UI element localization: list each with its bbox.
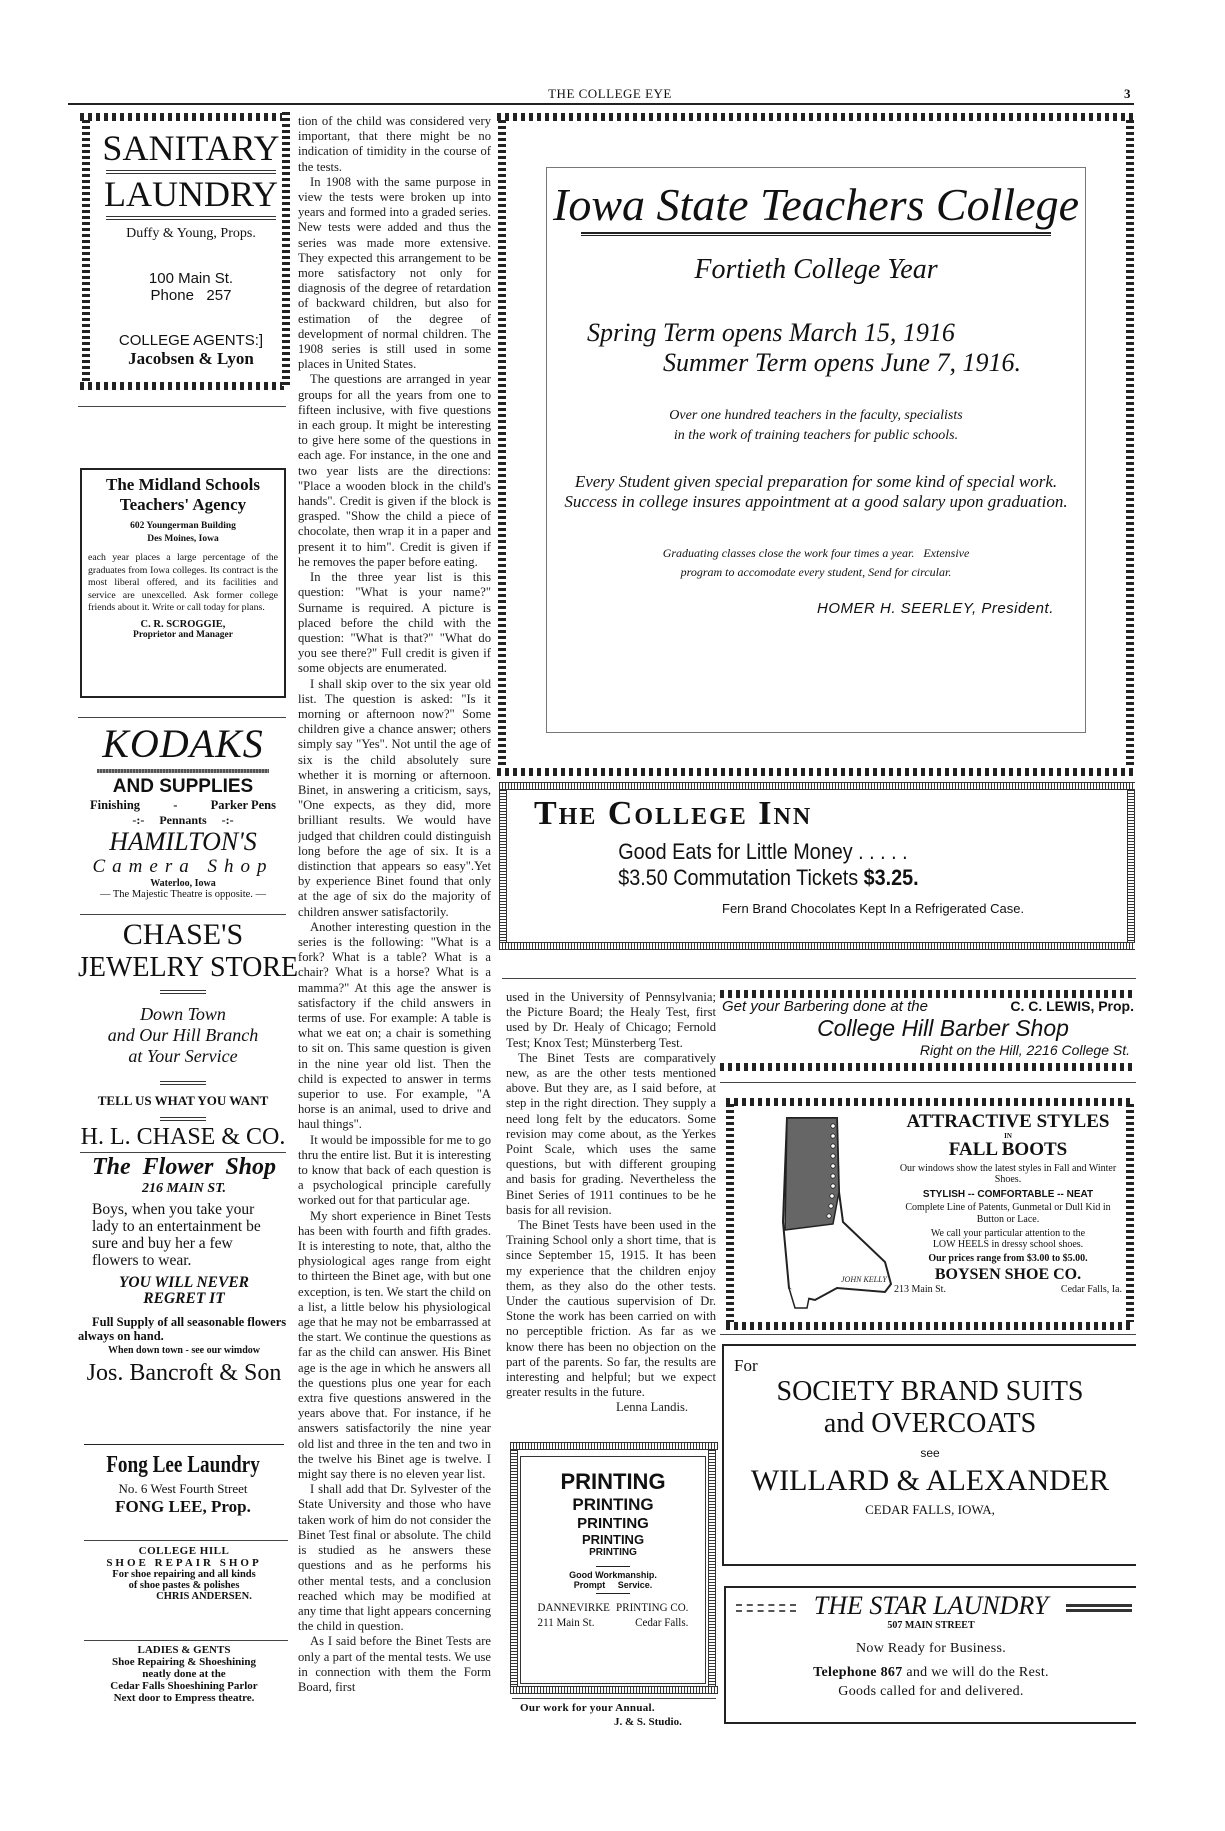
dash-border-right <box>1127 790 1135 942</box>
boysen-line: STYLISH -- COMFORTABLE -- NEAT <box>922 1189 1094 1200</box>
ad-shop2: Camera Shop <box>92 856 274 877</box>
shoe-repair-ad <box>78 1545 290 1602</box>
printing-city: Cedar Falls. <box>635 1615 689 1629</box>
ad-title: Fong Lee Laundry <box>106 1452 260 1478</box>
ad-building: 602 Youngerman Building <box>130 521 236 531</box>
ad-prop: FONG LEE, Prop. <box>115 1497 251 1516</box>
star-laundry-phone: Telephone 867 <box>813 1665 903 1680</box>
ad-line: Cedar Falls Shoeshining Parlor <box>110 1680 258 1692</box>
boysen-street: 213 Main St. <box>894 1284 946 1295</box>
sanitary-laundry-ad <box>94 128 288 369</box>
ad-props: Duffy & Young, Props. <box>126 226 256 241</box>
ad-line: For shoe repairing and all kinds <box>112 1569 256 1580</box>
ad-address: No. 6 West Fourth Street <box>118 1481 248 1496</box>
dash-border-bottom <box>510 1686 718 1694</box>
inn-line: Good Eats for Little Money . . . . . <box>618 839 908 864</box>
graduating-line: Graduating classes close the work four times a year. Extensive <box>662 546 970 560</box>
diamond-border-top <box>720 990 1136 998</box>
willard-alexander-ad <box>722 1344 1136 1566</box>
president: HOMER H. SEERLEY, President. <box>817 600 1054 617</box>
willard-line: and OVERCOATS <box>823 1408 1037 1439</box>
divider <box>502 978 722 979</box>
studio-line: Our work for your Annual. <box>520 1702 655 1714</box>
printing-address <box>528 1615 697 1630</box>
diamond-border-left <box>726 1104 734 1322</box>
boysen-title: ATTRACTIVE STYLES <box>906 1111 1110 1132</box>
boysen-line: We call your particular attention to the <box>930 1228 1086 1239</box>
ad-owner-title: Proprietor and Manager <box>133 629 233 640</box>
double-rule <box>160 990 206 994</box>
dash-border-bottom <box>499 942 1135 950</box>
double-rule <box>106 216 276 220</box>
article-paragraph: The Binet Tests are comparatively new, as are the other tests mentioned above. But they are, as I said before, at step in the right direction. They supply a need long felt by the educators. Some revision may come about, as the Yerkes Point Scale, which uses the same questions, but with different grouping and basis for grading. Nevertheless the Binet Series of 1911 continues to be he basis for all revision. <box>506 1050 716 1217</box>
student-line: Every Student given special preparation for some kind of special work. <box>574 472 1058 491</box>
ad-title: JEWELRY STORE <box>78 952 299 983</box>
flower-shop-ad <box>78 1154 290 1387</box>
printing-line: PRINTING <box>589 1547 637 1558</box>
diamond-border-bottom <box>80 382 285 390</box>
diamond-border-left <box>82 120 90 385</box>
boot-illustration <box>745 1112 895 1312</box>
ad-supply: Full Supply of all seasonable flowers always on hand. <box>78 1315 287 1343</box>
page-header-title: THE COLLEGE EYE <box>548 86 672 101</box>
barber-title: College Hill Barber Shop <box>817 1015 1069 1041</box>
inn-title: The College Inn <box>534 795 813 832</box>
decorative-lines-left <box>736 1604 796 1612</box>
willard-city: CEDAR FALLS, IOWA, <box>865 1502 995 1517</box>
article-paragraph: My short experience in Binet Tests has been with fourth and fifth grades. It is interesting to note, that, altho the physiological ages range from eight to thirteen the Binet age, with but one exception, is ten. We start the child on a list, a little below his physiological age that he may not be embarrassed at the start. We continue the questions as far as the child can answer. His Binet age is the age in which he answers all the questions plus one year for each extra five questions answered in the years above that. For instance, if he answers satisfactorily the nine year old list and three in the ten and two in the twelve his Binet age is twelve. I might say there is no eleven year list. <box>298 1208 491 1482</box>
printing-good: Good Workmanship. <box>569 1570 657 1580</box>
ad-body: Boys, when you take your lady to an entertainment be sure and buy her a few flowers to wear. <box>92 1201 261 1269</box>
double-rule <box>160 1081 206 1085</box>
ad-line: SHOE REPAIR SHOP <box>106 1557 262 1569</box>
student-line: Success in college insures appointment at a good salary upon graduation. <box>564 492 1068 511</box>
inn-line <box>512 865 1061 891</box>
article-paragraph: In the three year list is this question: "What is your name?" Surname is required. A picture is placed before the child with the question: "What is that?" "What do you see there?" Full credit is given if some objects are enumerated. <box>298 570 491 676</box>
article-paragraph: The questions are arranged in year groups for all the years from one to fifteen inclusive, with five questions in each group. It might be interesting to give here some of the questions in each age. For instance, in the one and two year lists are the directions: "Place a wooden block in the child's hands". Credit is given if the block is grasped. "Show the child a piece of chocolate, then wrap it in a paper and present it to him". Credit is given if he removes the paper before eating. <box>298 372 491 569</box>
ad-agents-label: COLLEGE AGENTS:] <box>118 332 264 349</box>
dash-border-left <box>499 790 507 942</box>
printing-line: PRINTING <box>572 1495 654 1514</box>
star-laundry-line: Goods called for and delivered. <box>838 1684 1024 1699</box>
ad-title: CHASE'S <box>122 918 244 951</box>
inn-tickets: $3.50 Commutation Tickets <box>618 865 864 890</box>
ad-tell: TELL US WHAT YOU WANT <box>97 1093 269 1108</box>
divider <box>84 1444 284 1445</box>
ad-phone: Phone 257 <box>150 287 232 304</box>
article-paragraph: It would be impossible for me to go thru the entire list. But it is interesting to know that back of each question is a psychological principle carefully worked out for that particular age. <box>298 1132 491 1208</box>
willard-see: see <box>920 1446 940 1460</box>
boysen-line: Complete Line of Patents, Gunmetal or Dull Kid in Button or Lace. <box>905 1202 1111 1225</box>
article-paragraph: tion of the child was considered very important, that there might be no indication of timidity in the course of the tests. <box>298 114 491 174</box>
title-underline <box>581 232 1051 236</box>
dash-border-top <box>510 1442 718 1450</box>
willard-line: SOCIETY BRAND SUITS <box>776 1376 1084 1407</box>
printing-line: PRINTING <box>577 1515 649 1532</box>
divider <box>78 406 286 407</box>
dash-border-right <box>708 1450 716 1686</box>
article-column-2 <box>506 990 716 1416</box>
article-paragraph: I shall skip over to the six year old list. The question is asked: "Is it morning or afternoon now?" Some children give a chance answer; others simply say "Yes". Not until the age of six is the child absolutely sure whether it is morning or afternoon. Binet, in answering a criticism, says, "One expects, as they did, more brilliant results. We would have judged that children could distinguish long before the age of six. It is a distinction that appears so easy".Yet by experience Binet found that only at the age of six do the majority of children answer satisfactorily. <box>298 676 491 919</box>
printing-street: 211 Main St. <box>537 1615 595 1629</box>
article-paragraph: used in the University of Pennsylvania; the Picture Board; the Healy Test, first used by Dr. Healy of Chicago; Fernold Test; Knox Test; Münsterberg Test. <box>506 990 716 1050</box>
divider <box>78 717 286 718</box>
printing-company <box>528 1600 697 1615</box>
willard-for: For <box>734 1356 758 1375</box>
diamond-border-bottom <box>726 1322 1134 1330</box>
ad-line: of shoe pastes & polishes <box>128 1580 240 1591</box>
header-rule <box>68 103 1134 105</box>
star-laundry-line <box>726 1665 1136 1681</box>
star-laundry-ad <box>724 1586 1136 1724</box>
boysen-prices: Our prices range from $3.00 to $5.00. <box>928 1253 1088 1264</box>
ad-owner: CHRIS ANDERSEN. <box>156 1591 252 1602</box>
ad-title: SANITARY <box>102 128 280 168</box>
divider <box>720 978 1136 979</box>
boysen-title: FALL BOOTS <box>948 1139 1068 1160</box>
ad-line <box>78 798 288 813</box>
ad-regret: YOU WILL NEVER REGRET IT <box>118 1274 250 1307</box>
barber-ad <box>722 998 1134 1058</box>
istc-ad <box>546 167 1086 733</box>
article-paragraph: The Binet Tests have been used in the Training School only a short time, that is since September 15, 1915. It has been my experience that the children enjoy them, as they also do the other tests. Under the cautious supervision of Dr. Stone the work has been carried on with no perceptible friction. As far as we know there has been no objection on the part of the parents. So far, the results are interesting and helpful; but we expect greater results in the future. <box>506 1218 716 1400</box>
ad-item: Finishing <box>90 798 141 812</box>
boysen-company: BOYSEN SHOE CO. <box>934 1266 1082 1283</box>
ad-city: Des Moines, Iowa <box>147 534 219 544</box>
dash-border-left <box>510 1450 518 1686</box>
barber-prop: C. C. LEWIS, Prop. <box>1010 998 1134 1014</box>
inn-chocolates: Fern Brand Chocolates Kept In a Refrigerated Case. <box>722 901 1025 916</box>
college-inn-ad <box>512 795 1122 940</box>
boysen-line: Our windows show the latest styles in Fall and Winter Shoes. <box>899 1163 1117 1185</box>
boysen-city: Cedar Falls, Ia. <box>1060 1284 1122 1295</box>
ad-body: each year places a large percentage of the graduates from Iowa colleges. Its contract is the most liberal offered, and its facilities and service are unexcelled. Ask former college friends about it. Write or call today for plans. <box>88 552 278 613</box>
ad-slogan: at Your Service <box>128 1046 238 1066</box>
ad-window: When down town - see our wimdow <box>107 1345 261 1356</box>
ad-line: neatly done at the <box>142 1668 226 1680</box>
divider <box>80 914 286 915</box>
star-laundry-line: Now Ready for Business. <box>856 1641 1006 1656</box>
ad-agents: Jacobsen & Lyon <box>128 349 254 368</box>
ad-owner: C. R. SCROGGIE, <box>140 618 226 630</box>
star-laundry-title: THE STAR LAUNDRY <box>813 1591 1049 1620</box>
short-rule <box>596 1566 630 1567</box>
printing-line: PRINTING <box>581 1532 645 1547</box>
ad-title: The Midland Schools <box>106 475 260 494</box>
double-rule <box>160 1117 206 1121</box>
dash-border-top <box>499 782 1135 790</box>
diamond-border-bottom <box>720 1063 1136 1071</box>
ad-city: Waterloo, Iowa <box>150 878 216 889</box>
ad-title: Teachers' Agency <box>119 495 247 514</box>
shoe-logo: JOHN KELLY <box>841 1275 887 1284</box>
ad-slogan: and Our Hill Branch <box>107 1025 259 1045</box>
ad-line: LADIES & GENTS <box>137 1644 231 1656</box>
article-paragraph: As I said before the Binet Tests are only a part of the mental tests. We use in connection with them the Form Board, first <box>298 1634 491 1694</box>
divider <box>84 1540 288 1541</box>
diamond-border-left <box>498 120 506 770</box>
printing-company-b: PRINTING CO. <box>616 1600 689 1614</box>
boysen-in: IN <box>1004 1132 1012 1140</box>
ad-address: 100 Main St. <box>148 270 234 287</box>
diamond-border-right <box>1126 1104 1134 1322</box>
college-year: Fortieth College Year <box>694 254 938 285</box>
barber-lead: Get your Barbering done at the <box>722 998 928 1015</box>
diamond-border-bottom <box>497 768 1134 776</box>
ad-title: KODAKS <box>102 721 264 766</box>
willard-company: WILLARD & ALEXANDER <box>750 1464 1110 1497</box>
spring-term: Spring Term opens March 15, 1916 <box>587 318 955 347</box>
inn-price: $3.25. <box>863 865 919 890</box>
ad-address: 216 MAIN ST. <box>142 1181 226 1196</box>
chase-jewelry-ad <box>78 918 299 1151</box>
article-paragraph: In 1908 with the same purpose in view the tests were broken up into years and formed into a graded series. New tests were added and thus the series was made more extensive. They expected this arrangement to be more satisfactory not only for diagnosis of the degree of retardation of backward children, but also for estimation of the degree of development of normal children. The 1908 series is still used in some places in United States. <box>298 174 491 372</box>
ad-company: H. L. CHASE & CO. <box>80 1124 286 1150</box>
star-laundry-phone-tail: and we will do the Rest. <box>902 1665 1049 1680</box>
fong-lee-ad <box>78 1452 288 1517</box>
diamond-border-right <box>282 112 290 386</box>
ad-sep: - <box>173 798 178 812</box>
short-rule <box>596 1593 630 1594</box>
printing-line: PRINTING <box>560 1469 666 1494</box>
faculty-line: in the work of training teachers for public schools. <box>673 428 959 443</box>
summer-term: Summer Term opens June 7, 1916. <box>663 348 1021 377</box>
diamond-border-top <box>497 113 1134 121</box>
ad-note: — The Majestic Theatre is opposite. — <box>99 889 267 900</box>
divider <box>720 1334 1136 1335</box>
ad-subtitle: AND SUPPLIES <box>112 776 254 797</box>
ad-line: Shoe Repairing & Shoeshining <box>112 1656 256 1668</box>
ad-title: LAUNDRY <box>103 174 278 214</box>
divider <box>512 1698 716 1699</box>
kodaks-ad <box>78 722 288 900</box>
divider <box>720 1082 1136 1083</box>
hatch-rule <box>97 769 269 773</box>
ad-slogan: Down Town <box>140 1004 226 1024</box>
ad-line: Next door to Empress theatre. <box>113 1692 255 1704</box>
printing-company-a: DANNEVIRKE <box>537 1600 610 1614</box>
diamond-border-right <box>1126 120 1134 770</box>
article-author: Lenna Landis. <box>615 1400 688 1415</box>
divider <box>84 1640 288 1641</box>
boysen-line: LOW HEELS in dressy school shoes. <box>932 1239 1084 1250</box>
midland-agency-ad <box>80 468 286 698</box>
faculty-line: Over one hundred teachers in the faculty, specialists <box>669 408 963 423</box>
diamond-border-top <box>726 1098 1134 1106</box>
studio-name: J. & S. Studio. <box>614 1716 682 1728</box>
printing-prompt: Prompt Service. <box>573 1580 653 1590</box>
page-number: 3 <box>1124 86 1131 101</box>
ad-shop: HAMILTON'S <box>109 827 257 856</box>
divider <box>80 1152 286 1153</box>
ad-item: Parker Pens <box>210 798 276 812</box>
college-title: Iowa State Teachers College <box>553 179 1079 230</box>
diamond-border-top <box>80 113 285 121</box>
ad-line: -:- Pennants -:- <box>132 813 234 827</box>
ad-owner: Jos. Bancroft & Son <box>86 1360 282 1386</box>
ad-title: The Flower Shop <box>91 1154 277 1180</box>
decorative-lines-right <box>1066 1604 1132 1612</box>
shoeshine-ad <box>78 1644 290 1704</box>
article-column-1 <box>298 114 491 1794</box>
barber-address: Right on the Hill, 2216 College St. <box>919 1042 1130 1058</box>
printing-ad <box>520 1456 706 1684</box>
star-laundry-address: 507 MAIN STREET <box>887 1620 975 1631</box>
graduating-line: program to accomodate every student, Send for circular. <box>680 565 952 579</box>
article-paragraph: I shall add that Dr. Sylvester of the State University and those who have taken work of him do not consider the Binet Test final or absolute. The child is studied as he answers these questions and as he performs his other mental tests, and a conclusion reached which may be modified at any time that light appears concerning the child in question. <box>298 1482 491 1634</box>
article-paragraph: Another interesting question in the series is the following: "What is a fork? What is a table? What is a chair? What is a horse? What is a mamma?" At this age the answer is satisfactory if the child answers in terms of use. For example: A table is what we eat on; a chair is something to sit on. This same question is given in the nine year old list. Then the child is expected to answer in terms superior to use. For example, "A horse is an animal, used to drive and haul things". <box>298 919 491 1132</box>
ad-line: COLLEGE HILL <box>138 1545 230 1557</box>
boysen-ad <box>890 1112 1126 1295</box>
